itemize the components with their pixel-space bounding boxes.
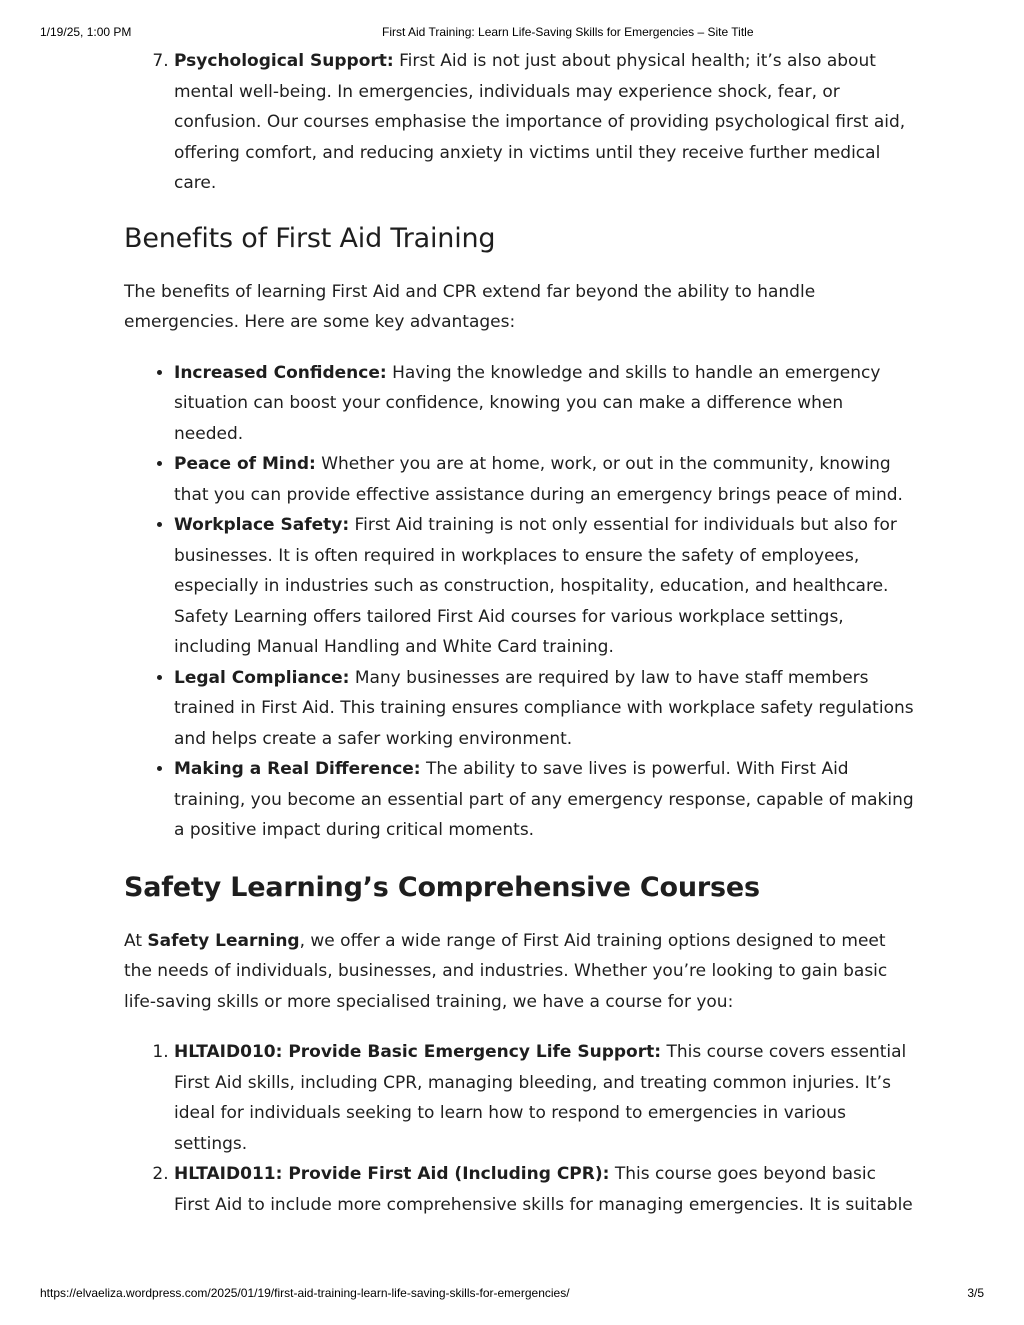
list-item [174, 510, 914, 663]
print-date: 1/19/25, 1:00 PM [40, 25, 132, 39]
print-footer [0, 1286, 1024, 1302]
list-item-text: Whether you are at home, work, or out in the community, knowing that you can provide effective assistance during an emergency brings peace of mind. [174, 454, 903, 505]
list-item-text: First Aid training is not only essential for individuals but also for businesses. It is often required in workplaces to ensure the safety of employees, especially in industries such as construction, hospitality, education, and healthcare. Safety Learning offers tailored First Aid courses for various workplace settings, including Manual Handling and White Card training. [174, 515, 897, 657]
brand-name: Safety Learning [147, 930, 300, 951]
print-url: https://elvaeliza.wordpress.com/2025/01/19/first-aid-training-learn-life-saving-skills-for-emergencies/ [40, 1286, 570, 1300]
print-header [0, 25, 1024, 41]
list-item-term: Increased Confidence: [174, 362, 387, 383]
benefits-heading: Benefits of First Aid Training [124, 222, 496, 254]
print-page-title: First Aid Training: Learn Life-Saving Skills for Emergencies – Site Title [382, 25, 754, 39]
article-content [124, 46, 914, 1220]
list-item [174, 1037, 914, 1159]
list-item-term: Legal Compliance: [174, 667, 350, 688]
list-item [174, 754, 914, 846]
list-item-term: Making a Real Difference: [174, 759, 421, 779]
list-item-text: First Aid is not just about physical health; it’s also about mental well-being. In emergencies, individuals may experience shock, fear, or confusion. Our courses emphasise the importance of providing psychological first aid, offering comfort, and reducing anxiety in victims until they receive further medical care. [174, 51, 906, 193]
list-item-term: HLTAID010: Provide Basic Emergency Life Support: [174, 1042, 662, 1062]
courses-intro-prefix: At [124, 930, 148, 951]
courses-intro-suffix: , we offer a wide range of First Aid training options designed to meet the needs of individuals, businesses, and industries. Whether you’re looking to gain basic life-saving skills or more specialised training, we have a course for you: [124, 930, 888, 1012]
list-item [174, 449, 914, 510]
list-item-term: Peace of Mind: [174, 454, 316, 474]
list-item-term: HLTAID011: Provide First Aid (Including CPR): [174, 1164, 610, 1184]
list-item-text: Many businesses are required by law to have staff members trained in First Aid. This training ensures compliance with workplace safety regulations and helps create a safer working environment. [174, 667, 914, 749]
list-item-term: Workplace Safety: [174, 515, 350, 535]
list-item-text: The ability to save lives is powerful. With First Aid training, you become an essential part of any emergency response, capable of making a positive impact during critical moments. [174, 759, 914, 840]
list-item [174, 46, 914, 199]
list-item-text: This course goes beyond basic First Aid to include more comprehensive skills for managing emergencies. It is suitable [174, 1164, 913, 1215]
benefits-list [124, 358, 914, 846]
courses-intro [124, 926, 914, 1018]
list-item-text: This course covers essential First Aid skills, including CPR, managing bleeding, and treating common injuries. It’s ideal for individuals seeking to learn how to respond to emergencies in various settings. [174, 1042, 907, 1154]
psych-support-list [124, 46, 914, 199]
list-item-text: Having the knowledge and skills to handle an emergency situation can boost your confidence, knowing you can make a difference when needed. [174, 362, 881, 444]
list-item [174, 663, 914, 755]
page-number: 3/5 [967, 1286, 984, 1300]
list-item [174, 1159, 914, 1220]
list-item [174, 358, 914, 450]
courses-list [124, 1037, 914, 1220]
benefits-intro: The benefits of learning First Aid and CPR extend far beyond the ability to handle emergencies. Here are some key advantages: [124, 281, 816, 332]
courses-heading: Safety Learning’s Comprehensive Courses [124, 871, 760, 903]
list-item-term: Psychological Support: [174, 51, 394, 71]
